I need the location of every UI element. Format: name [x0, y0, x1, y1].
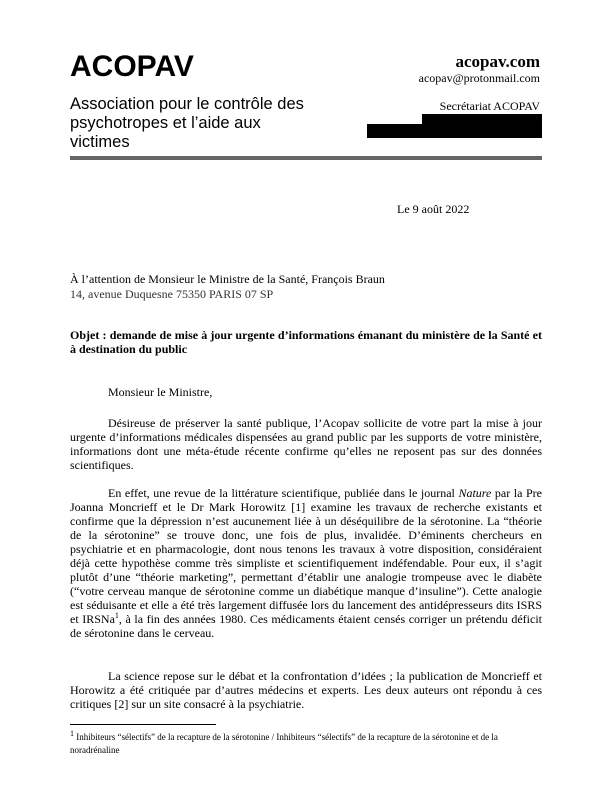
recipient-address: 14, avenue Duquesne 75350 PARIS 07 SP — [70, 287, 274, 301]
footnote-number: 1 — [70, 729, 74, 738]
journal-name: Nature — [458, 486, 492, 500]
header-divider — [70, 156, 542, 160]
body-paragraph — [70, 486, 542, 640]
paragraph-text: En effet, une revue de la littérature scientifique, publiée dans le journal — [108, 486, 459, 500]
website-link[interactable]: acopav.com — [455, 52, 540, 71]
recipient-line: À l’attention de Monsieur le Ministre de la Santé, François Braun — [70, 272, 385, 286]
org-description: Association pour le contrôle des psychotropes et l’aide aux victimes — [70, 95, 304, 151]
email-link[interactable]: acopav@protonmail.com — [418, 71, 540, 85]
letter-date: Le 9 août 2022 — [397, 202, 470, 216]
footnote — [70, 731, 542, 757]
paragraph-text: , à la fin des années 1980. Ces médicaments étaient censés corriger un prétendu déficit de sérotonine dans le cerveau. — [70, 612, 543, 640]
paragraph-text: par la Pre Joanna Moncrieff et le Dr Mark Horowitz [1] examine les travaux de recherche existants et confirme que la dépression n’est aucunement liée à un déséquilibre de la sérotonine. La “théorie de la sérotonine” se trouve donc, une fois de plus, invalidée. D’éminents chercheurs en psychiatrie et en pharmacologie, dont nous tenons les travaux à votre disposition, considéraient déjà cette hypothèse comme très simpliste et scientifiquement indéfendable. Pour eux, il s’agit plutôt d’une “théorie marketing”, permettant d’établir une analogie trompeuse avec le diabète (“votre cerveau manque de sérotonine comme un diabétique manque d’insuline”). Cette analogie est séduisante et elle a été très largement diffusée lors du lancement des antidépresseurs dits ISRS et IRSNa — [70, 486, 543, 626]
footnote-divider — [70, 724, 216, 725]
footnote-reference[interactable]: 1 — [114, 611, 119, 620]
body-paragraph: Désireuse de préserver la santé publique, l’Acopav sollicite de votre part la mise à jour urgente d’informations médicales dispensées au grand public par les supports de votre ministère, informations dont une méta-étude récente confirme qu’elles ne reposent pas sur des données scientifiques. — [70, 416, 542, 472]
org-name: ACOPAV — [70, 50, 194, 83]
footnote-text: Inhibiteurs “sélectifs” de la recapture de la sérotonine / Inhibiteurs “sélectifs” de la recapture de la sérotonine et de la noradrénaline — [70, 732, 498, 755]
salutation: Monsieur le Ministre, — [108, 385, 213, 399]
secretariat-label: Secrétariat ACOPAV — [439, 99, 540, 113]
letter-subject: Objet : demande de mise à jour urgente d’informations émanant du ministère de la Santé et à destination du public — [70, 328, 542, 356]
body-paragraph: La science repose sur le débat et la confrontation d’idées ; la publication de Moncrieff et Horowitz a été critiquée par d’autres médecins et experts. Les deux auteurs ont répondu à ces critiques [2] sur un site consacré à la psychiatrie. — [70, 669, 542, 711]
redaction-bar — [367, 124, 542, 138]
